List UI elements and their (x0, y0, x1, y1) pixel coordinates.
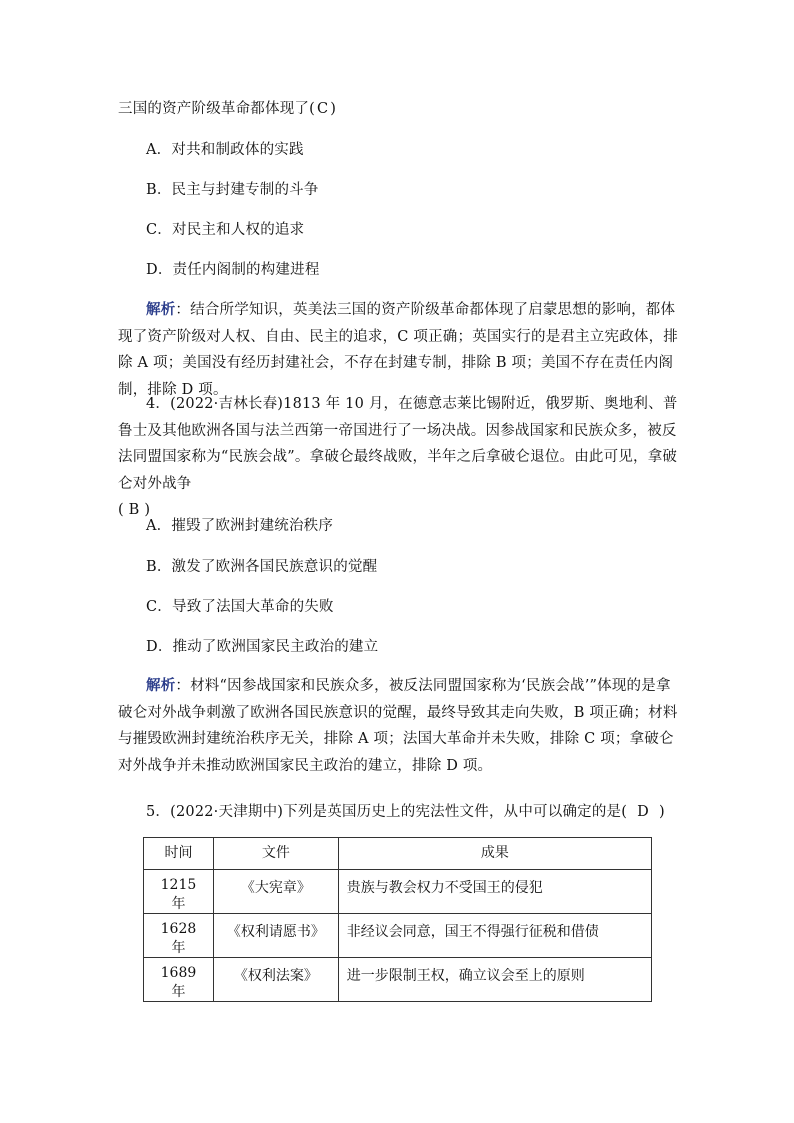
q4-option-b: B．激发了欧洲各国民族意识的觉醒 (146, 559, 378, 575)
table-row (144, 958, 652, 1002)
cell-year: 1628 年 (144, 914, 214, 958)
q4-answer: ( B ) (118, 502, 151, 518)
cell-result: 进一步限制王权，确立议会至上的原则 (338, 958, 651, 1002)
q3-analysis (118, 297, 678, 403)
q3-option-d: D．责任内阁制的构建进程 (146, 262, 320, 278)
q3-stem (118, 97, 336, 118)
q4-analysis (118, 673, 678, 779)
cell-year: 1689 年 (144, 958, 214, 1002)
q3-answer: C (316, 101, 329, 117)
q5-answer: D (637, 804, 649, 820)
q3-close: ) (330, 101, 337, 117)
q3-option-b: B．民主与封建专制的斗争 (146, 182, 319, 198)
q4-option-d: D．推动了欧洲国家民主政治的建立 (146, 639, 379, 655)
q3-stem-text: 三国的资产阶级革命都体现了( (118, 101, 315, 117)
table-header-row (144, 838, 652, 870)
q5-stem-text: 5．(2022·天津期中)下列是英国历史上的宪法性文件，从中可以确定的是( (146, 804, 628, 820)
cell-document: 《权利法案》 (213, 958, 338, 1002)
q5-stem (146, 800, 665, 821)
cell-result: 贵族与教会权力不受国王的侵犯 (338, 870, 651, 914)
q4-option-a: A．摧毁了欧洲封建统治秩序 (146, 518, 334, 534)
table-row (144, 914, 652, 958)
cell-result: 非经议会同意，国王不得强行征税和借债 (338, 914, 651, 958)
q4-stem-text: 4．(2022·吉林长春)1813 年 10 月，在德意志莱比锡附近，俄罗斯、奥地利、普鲁士及其他欧洲各国与法兰西第一帝国进行了一场决战。因参战国家和民族众多，被反法同盟国家称为“民族会战”。拿破仑最终战败，半年之后拿破仑退位。由此可见，拿破仑对外战争 (118, 396, 678, 492)
q3-analysis-label: 解析 (146, 301, 176, 318)
header-result: 成果 (338, 838, 651, 870)
q4-option-c: C．导致了法国大革命的失败 (146, 599, 334, 615)
q3-option-a: A．对共和制政体的实践 (146, 142, 304, 158)
table-row (144, 870, 652, 914)
constitutional-documents-table (143, 837, 652, 1002)
q4-stem (118, 391, 678, 524)
cell-document: 《大宪章》 (213, 870, 338, 914)
header-document: 文件 (213, 838, 338, 870)
cell-year: 1215 年 (144, 870, 214, 914)
q4-analysis-label: 解析 (146, 677, 176, 694)
q3-analysis-text: ：结合所学知识，英美法三国的资产阶级革命都体现了启蒙思想的影响，都体现了资产阶级对人权、自由、民主的追求，C 项正确；英国实行的是君主立宪政体，排除 A 项；美国没有经历封建社会，不存在封建专制，排除 B 项；美国不存在责任内阁制，排除 D 项。 (118, 302, 679, 398)
cell-document: 《权利请愿书》 (213, 914, 338, 958)
header-time: 时间 (144, 838, 214, 870)
q4-analysis-text: ：材料“因参战国家和民族众多，被反法同盟国家称为‘民族会战’”体现的是拿破仑对外战争刺激了欧洲各国民族意识的觉醒，最终导致其走向失败，B 项正确；材料与摧毁欧洲封建统治秩序无关，排除 A 项；法国大革命并未失败，排除 C 项；拿破仑对外战争并未推动欧洲国家民主政治的建立，排除 D 项。 (118, 678, 678, 774)
q3-option-c: C．对民主和人权的追求 (146, 222, 305, 238)
q5-close: ) (658, 804, 665, 820)
